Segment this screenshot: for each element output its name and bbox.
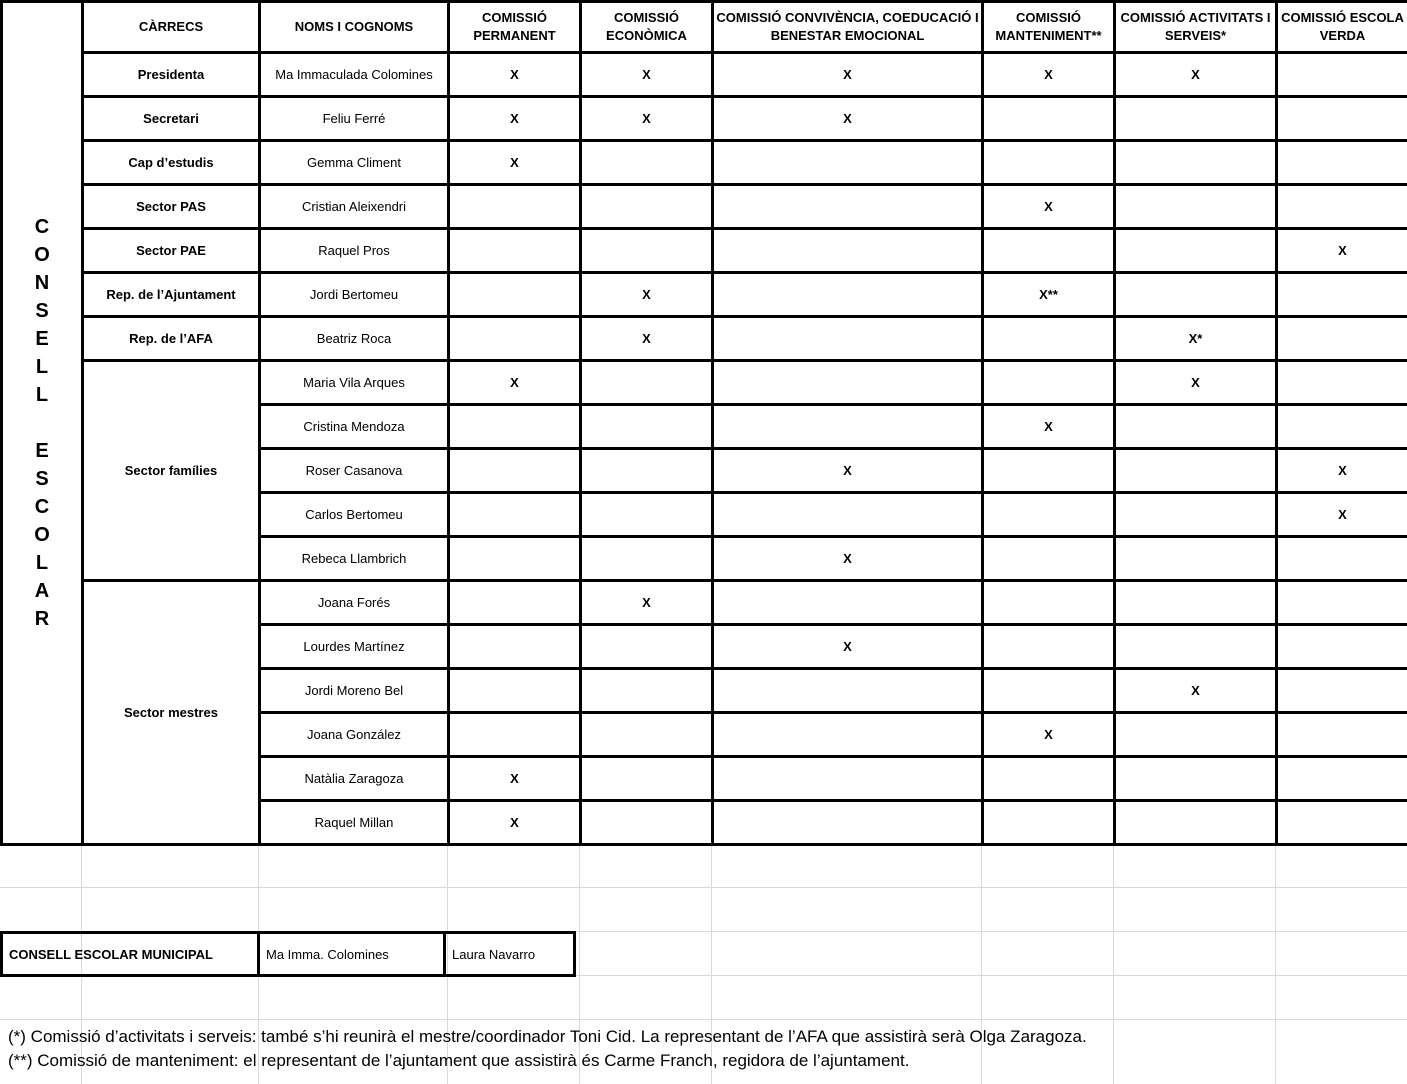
side-title-letter: E — [35, 328, 49, 350]
side-title-letter: O — [34, 244, 50, 266]
membership-mark-cell: X — [983, 53, 1115, 97]
membership-mark-cell — [713, 801, 983, 845]
membership-mark-cell — [1115, 801, 1277, 845]
membership-mark-cell — [1115, 273, 1277, 317]
table-row — [2, 53, 1407, 97]
side-title-letter: C — [34, 216, 50, 238]
membership-mark-cell: X — [713, 537, 983, 581]
header-permanent: COMISSIÓ PERMANENT — [449, 2, 581, 53]
footnote-manteniment: (**) Comissió de manteniment: el representant de l’ajuntament que assistirà és Carme Franch, regidora de l’ajuntament. — [8, 1051, 910, 1070]
membership-mark-cell: X* — [1115, 317, 1277, 361]
member-name-cell: Raquel Millan — [260, 801, 449, 845]
membership-mark-cell: X — [1277, 449, 1407, 493]
membership-mark-cell — [983, 449, 1115, 493]
membership-mark-cell: X — [713, 53, 983, 97]
side-title-letter: R — [34, 608, 50, 630]
footnote-activitats: (*) Comissió d’activitats i serveis: també s’hi reunirà el mestre/coordinador Toni Cid. La representant de l’AFA que assistirà serà Olga Zaragoza. — [8, 1027, 1087, 1046]
membership-mark-cell: X — [449, 801, 581, 845]
member-name-cell: Joana González — [260, 713, 449, 757]
table-row — [2, 141, 1407, 185]
membership-mark-cell — [983, 141, 1115, 185]
membership-mark-cell — [1115, 141, 1277, 185]
membership-mark-cell: X — [1115, 361, 1277, 405]
membership-mark-cell — [713, 273, 983, 317]
membership-mark-cell — [1277, 625, 1407, 669]
member-name-cell: Gemma Climent — [260, 141, 449, 185]
table-row — [2, 185, 1407, 229]
table-row — [2, 581, 1407, 625]
membership-mark-cell — [713, 317, 983, 361]
membership-mark-cell: X — [449, 53, 581, 97]
member-name-cell: Beatriz Roca — [260, 317, 449, 361]
membership-mark-cell — [449, 581, 581, 625]
membership-mark-cell — [1277, 405, 1407, 449]
membership-mark-cell — [1115, 581, 1277, 625]
table-row — [2, 229, 1407, 273]
role-cell: Rep. de l’Ajuntament — [83, 273, 260, 317]
header-convivencia: COMISSIÓ CONVIVÈNCIA, COEDUCACIÓ I BENESTAR EMOCIONAL — [713, 2, 983, 53]
header-row — [2, 2, 1407, 53]
role-cell: Sector PAE — [83, 229, 260, 273]
membership-mark-cell: X — [449, 97, 581, 141]
membership-mark-cell — [1115, 713, 1277, 757]
role-cell: Presidenta — [83, 53, 260, 97]
membership-mark-cell — [449, 449, 581, 493]
membership-mark-cell — [581, 229, 713, 273]
membership-mark-cell — [449, 669, 581, 713]
membership-mark-cell — [581, 493, 713, 537]
membership-mark-cell — [1115, 493, 1277, 537]
membership-mark-cell — [1277, 141, 1407, 185]
membership-mark-cell — [449, 185, 581, 229]
membership-mark-cell — [449, 317, 581, 361]
side-title-letter: S — [35, 300, 49, 322]
membership-mark-cell — [983, 493, 1115, 537]
side-title-letter: L — [35, 384, 49, 406]
membership-mark-cell — [1115, 185, 1277, 229]
membership-mark-cell — [983, 757, 1115, 801]
side-title-letter: N — [34, 272, 50, 294]
membership-mark-cell — [581, 141, 713, 185]
member-name-cell: Carlos Bertomeu — [260, 493, 449, 537]
membership-mark-cell: X — [581, 317, 713, 361]
membership-mark-cell — [581, 713, 713, 757]
header-economica: COMISSIÓ ECONÒMICA — [581, 2, 713, 53]
membership-mark-cell — [713, 669, 983, 713]
membership-mark-cell: X — [983, 405, 1115, 449]
role-cell-mestres: Sector mestres — [83, 581, 260, 845]
membership-mark-cell: X** — [983, 273, 1115, 317]
membership-mark-cell — [713, 361, 983, 405]
membership-mark-cell — [983, 361, 1115, 405]
membership-mark-cell: X — [581, 53, 713, 97]
role-cell: Secretari — [83, 97, 260, 141]
membership-mark-cell: X — [581, 581, 713, 625]
member-name-cell: Joana Forés — [260, 581, 449, 625]
membership-mark-cell — [449, 229, 581, 273]
membership-mark-cell — [1277, 757, 1407, 801]
member-name-cell: Lourdes Martínez — [260, 625, 449, 669]
member-name-cell: Roser Casanova — [260, 449, 449, 493]
membership-mark-cell: X — [1115, 53, 1277, 97]
membership-mark-cell — [983, 537, 1115, 581]
membership-mark-cell: X — [713, 449, 983, 493]
role-cell: Rep. de l’AFA — [83, 317, 260, 361]
member-name-cell: Cristian Aleixendri — [260, 185, 449, 229]
municipal-council-row — [0, 931, 576, 975]
membership-mark-cell — [1277, 801, 1407, 845]
membership-mark-cell: X — [1277, 229, 1407, 273]
member-name-cell: Rebeca Llambrich — [260, 537, 449, 581]
membership-mark-cell — [713, 493, 983, 537]
membership-mark-cell: X — [1277, 493, 1407, 537]
membership-mark-cell — [1277, 361, 1407, 405]
membership-mark-cell: X — [581, 97, 713, 141]
membership-mark-cell — [449, 625, 581, 669]
side-title-letter: L — [35, 552, 49, 574]
header-noms: NOMS I COGNOMS — [260, 2, 449, 53]
membership-mark-cell — [1115, 757, 1277, 801]
membership-mark-cell — [713, 229, 983, 273]
consell-escolar-vertical-title — [2, 2, 83, 845]
member-name-cell: Cristina Mendoza — [260, 405, 449, 449]
municipal-council-label: CONSELL ESCOLAR MUNICIPAL — [0, 931, 260, 977]
membership-mark-cell — [1115, 405, 1277, 449]
membership-mark-cell: X — [1115, 669, 1277, 713]
role-cell-families: Sector famílies — [83, 361, 260, 581]
membership-mark-cell — [581, 537, 713, 581]
member-name-cell: Feliu Ferré — [260, 97, 449, 141]
membership-mark-cell — [1277, 97, 1407, 141]
membership-mark-cell — [581, 361, 713, 405]
membership-mark-cell — [1277, 581, 1407, 625]
membership-mark-cell — [581, 625, 713, 669]
membership-mark-cell — [983, 229, 1115, 273]
membership-mark-cell: X — [449, 141, 581, 185]
membership-mark-cell — [1277, 713, 1407, 757]
member-name-cell: Maria Vila Arques — [260, 361, 449, 405]
side-title-letter: C — [34, 496, 50, 518]
membership-mark-cell — [1277, 669, 1407, 713]
membership-mark-cell — [581, 405, 713, 449]
membership-mark-cell — [1115, 537, 1277, 581]
header-carrecs: CÀRRECS — [83, 2, 260, 53]
membership-mark-cell: X — [449, 361, 581, 405]
membership-mark-cell — [449, 405, 581, 449]
membership-mark-cell — [449, 273, 581, 317]
membership-mark-cell: X — [983, 185, 1115, 229]
membership-mark-cell: X — [713, 97, 983, 141]
header-escola-verda: COMISSIÓ ESCOLA VERDA — [1277, 2, 1407, 53]
membership-mark-cell: X — [449, 757, 581, 801]
membership-mark-cell: X — [581, 273, 713, 317]
role-cell: Sector PAS — [83, 185, 260, 229]
footnotes — [8, 1025, 1087, 1073]
membership-mark-cell — [581, 757, 713, 801]
membership-mark-cell — [581, 801, 713, 845]
membership-mark-cell — [983, 801, 1115, 845]
header-activitats: COMISSIÓ ACTIVITATS I SERVEIS* — [1115, 2, 1277, 53]
membership-mark-cell — [1115, 625, 1277, 669]
membership-mark-cell — [983, 625, 1115, 669]
membership-mark-cell — [449, 493, 581, 537]
membership-mark-cell — [1115, 449, 1277, 493]
membership-mark-cell — [449, 713, 581, 757]
membership-mark-cell — [713, 141, 983, 185]
membership-mark-cell — [983, 669, 1115, 713]
role-cell: Cap d’estudis — [83, 141, 260, 185]
membership-mark-cell — [1277, 185, 1407, 229]
membership-mark-cell: X — [983, 713, 1115, 757]
membership-mark-cell — [1115, 229, 1277, 273]
membership-mark-cell — [713, 713, 983, 757]
membership-mark-cell — [1277, 317, 1407, 361]
membership-mark-cell — [449, 537, 581, 581]
membership-mark-cell — [581, 185, 713, 229]
header-manteniment: COMISSIÓ MANTENIMENT** — [983, 2, 1115, 53]
table-row — [2, 273, 1407, 317]
member-name-cell: Jordi Moreno Bel — [260, 669, 449, 713]
membership-mark-cell — [1115, 97, 1277, 141]
table-row — [2, 361, 1407, 405]
municipal-member-2: Laura Navarro — [443, 931, 576, 977]
side-title-letter: L — [35, 356, 49, 378]
membership-mark-cell — [1277, 537, 1407, 581]
side-title-letter: S — [35, 468, 49, 490]
membership-mark-cell — [1277, 53, 1407, 97]
membership-mark-cell — [713, 757, 983, 801]
side-title-letter: E — [35, 440, 49, 462]
membership-mark-cell: X — [713, 625, 983, 669]
membership-mark-cell — [1277, 273, 1407, 317]
member-name-cell: Ma Immaculada Colomines — [260, 53, 449, 97]
member-name-cell: Jordi Bertomeu — [260, 273, 449, 317]
membership-mark-cell — [581, 669, 713, 713]
municipal-member-1: Ma Imma. Colomines — [257, 931, 446, 977]
member-name-cell: Raquel Pros — [260, 229, 449, 273]
membership-mark-cell — [983, 97, 1115, 141]
membership-mark-cell — [581, 449, 713, 493]
membership-mark-cell — [713, 405, 983, 449]
side-title-letter: A — [34, 580, 50, 602]
membership-mark-cell — [713, 185, 983, 229]
side-title-letter: O — [34, 524, 50, 546]
table-row — [2, 317, 1407, 361]
membership-mark-cell — [983, 581, 1115, 625]
membership-mark-cell — [713, 581, 983, 625]
membership-mark-cell — [983, 317, 1115, 361]
table-row — [2, 97, 1407, 141]
member-name-cell: Natàlia Zaragoza — [260, 757, 449, 801]
